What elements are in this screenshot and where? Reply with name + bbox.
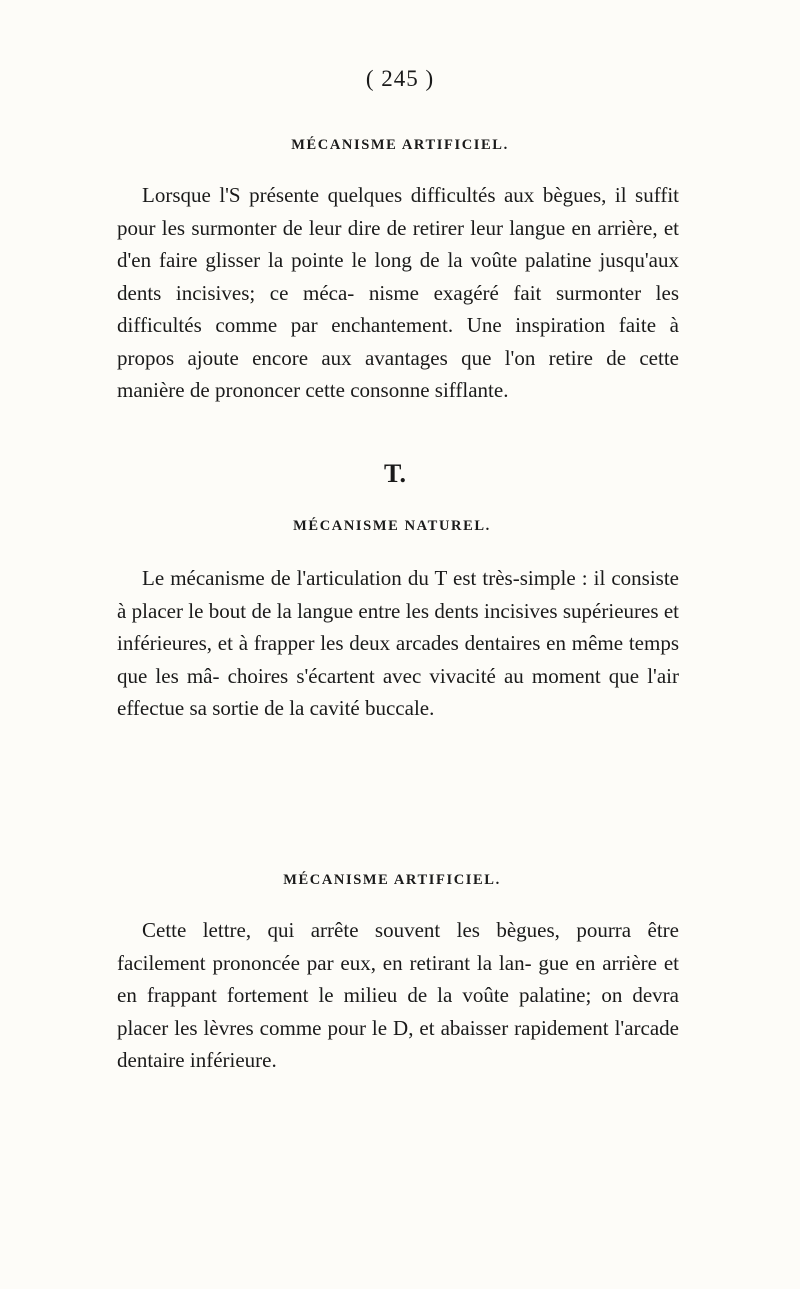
page-number: ( 245 ) <box>365 66 435 91</box>
section-heading-artificial-s: MÉCANISME ARTIFICIEL. <box>291 137 509 153</box>
letter-heading-t: T. <box>384 459 406 488</box>
paragraph-s-artificial: Lorsque l'S présente quelques difficultés aux bègues, il suffit pour les surmonter de leur dire de retirer leur langue en arrière, et d'en faire glisser la pointe le long de la voûte palatine jusqu'aux dents incisives; ce méca- nisme exagéré fait surmonter les difficultés comme par enchantement. Une inspiration faite à propos ajoute encore aux avantages que l'on retire de cette manière de prononcer cette consonne sifflante. <box>117 183 679 402</box>
section-heading-natural-t: MÉCANISME NATUREL. <box>293 518 491 534</box>
paragraph-t-artificial: Cette lettre, qui arrête souvent les bègues, pourra être facilement prononcée par eux, en retirant la lan- gue en arrière et en frappant fortement le milieu de la voûte palatine; on devra placer les lèvres comme pour le D, et abaisser rapidement l'arcade dentaire inférieure. <box>117 918 679 1072</box>
paragraph-t-natural: Le mécanisme de l'articulation du T est très-simple : il consiste à placer le bout de la langue entre les dents incisives supérieures et inférieures, et à frapper les deux arcades dentaires en même temps que les mâ- choires s'écartent avec vivacité au moment que l'air effectue sa sortie de la cavité buccale. <box>117 566 679 720</box>
section-heading-artificial-t: MÉCANISME ARTIFICIEL. <box>283 872 501 888</box>
